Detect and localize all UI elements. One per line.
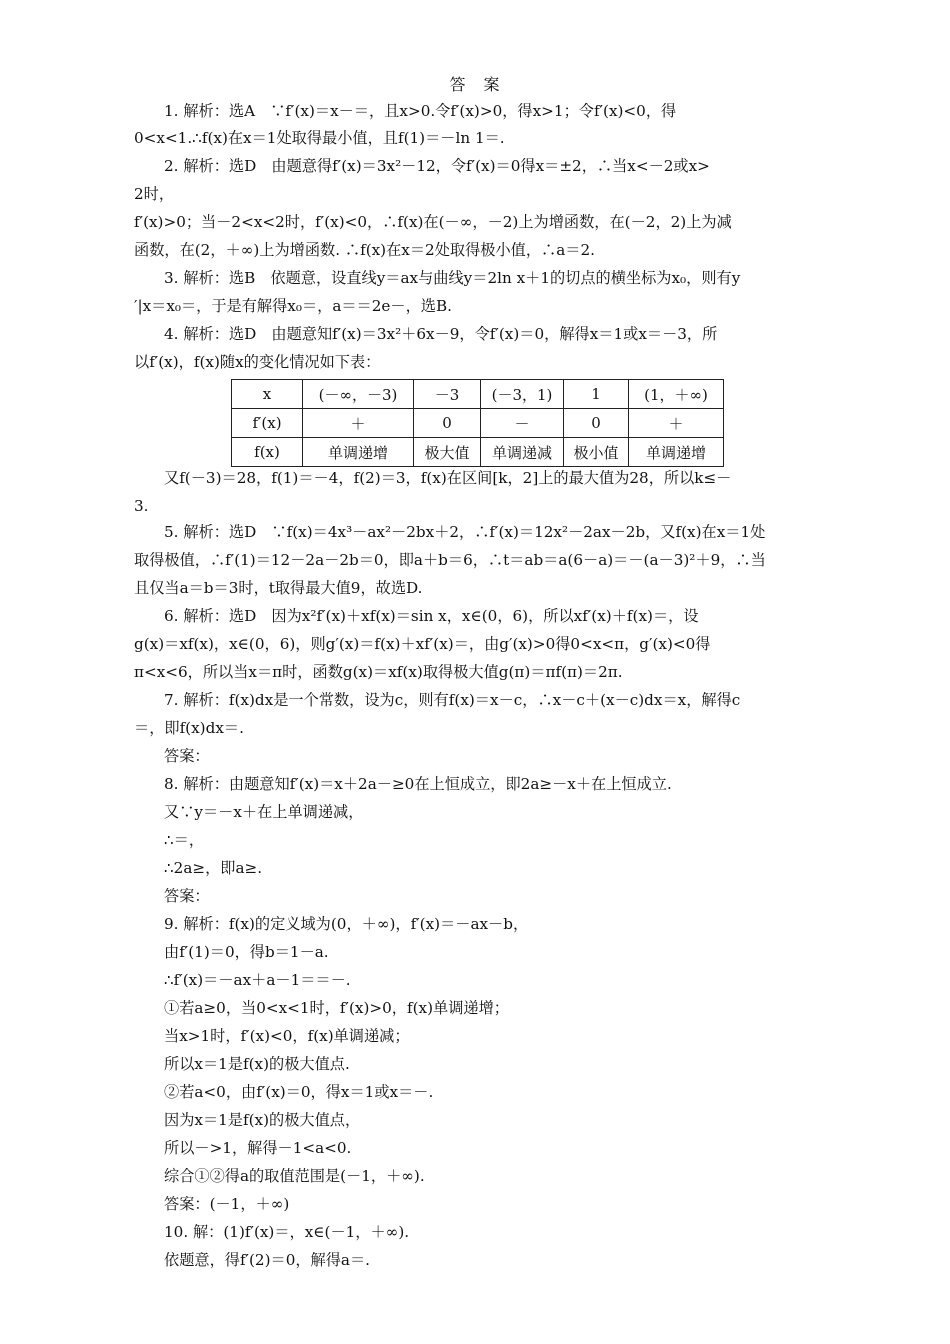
table-cell: 单调递增 (629, 438, 724, 467)
q2-line-2: 2时， (134, 185, 175, 203)
q2-line-4: 函数，在(2，＋∞)上为增函数. ∴f(x)在x＝2处取得极小值，∴a＝2. (134, 241, 595, 259)
q4-line-3: 又f(－3)＝28，f(1)＝－4，f(2)＝3，f(x)在区间[k，2]上的最大值为28，所以k≤－ (164, 469, 732, 487)
q8-answer: 答案： (164, 887, 210, 905)
table-cell: ＋ (629, 409, 724, 438)
table-cell: 0 (414, 409, 481, 438)
q9-line-8: 因为x＝1是f(x)的极大值点， (164, 1111, 361, 1129)
q5-line-2: 取得极值，∴f′(1)＝12－2a－2b＝0，即a＋b＝6，∴t＝ab＝a(6－a)＝－(a－3)²＋9，∴当 (134, 551, 766, 569)
table-cell: (－∞，－3) (303, 380, 414, 409)
table-cell: (－3，1) (481, 380, 564, 409)
table-cell: 极大值 (414, 438, 481, 467)
table-cell: 单调递减 (481, 438, 564, 467)
table-cell: 极小值 (564, 438, 629, 467)
q9-line-7: ②若a<0，由f′(x)＝0，得x＝1或x＝－. (164, 1083, 434, 1101)
table-cell: f′(x) (232, 409, 303, 438)
q9-line-3: ∴f′(x)＝－ax＋a－1＝＝－. (164, 971, 351, 989)
q1-line-2: 0<x<1.∴f(x)在x＝1处取得最小值，且f(1)＝－ln 1＝. (134, 129, 505, 147)
variation-table (231, 379, 724, 467)
q6-line-1: 6. 解析：选D 因为x²f′(x)＋xf(x)＝sin x，x∈(0，6)，所以xf′(x)＋f(x)＝，设 (164, 607, 699, 625)
q4-line-4: 3. (134, 497, 149, 515)
q5-line-3: 且仅当a＝b＝3时，t取得最大值9，故选D. (134, 579, 423, 597)
table-cell: 单调递增 (303, 438, 414, 467)
q8-line-1: 8. 解析：由题意知f′(x)＝x＋2a－≥0在上恒成立，即2a≥－x＋在上恒成立. (164, 775, 672, 793)
table-cell: x (232, 380, 303, 409)
q9-line-9: 所以－>1，解得－1<a<0. (164, 1139, 352, 1157)
q6-line-3: π<x<6，所以当x＝π时，函数g(x)＝xf(x)取得极大值g(π)＝πf(π)＝2π. (134, 663, 623, 681)
q9-line-4: ①若a≥0，当0<x<1时，f′(x)>0，f(x)单调递增； (164, 999, 509, 1017)
q8-line-4: ∴2a≥，即a≥. (164, 859, 263, 877)
q3-line-1: 3. 解析：选B 依题意，设直线y＝ax与曲线y＝2ln x＋1的切点的横坐标为x₀，则有y (164, 269, 741, 287)
table-row (232, 438, 724, 467)
q4-line-2: 以f′(x)，f(x)随x的变化情况如下表： (134, 353, 381, 371)
q7-answer: 答案： (164, 747, 210, 765)
q8-line-2: 又∵y＝－x＋在上单调递减， (164, 803, 364, 821)
q2-line-1: 2. 解析：选D 由题意得f′(x)＝3x²－12，令f′(x)＝0得x＝±2，∴当x<－2或x> (164, 157, 710, 175)
q4-line-1: 4. 解析：选D 由题意知f′(x)＝3x²＋6x－9，令f′(x)＝0，解得x＝1或x＝－3，所 (164, 325, 718, 343)
table-cell: －3 (414, 380, 481, 409)
q5-line-1: 5. 解析：选D ∵f(x)＝4x³－ax²－2bx＋2，∴f′(x)＝12x²－2ax－2b，又f(x)在x＝1处 (164, 523, 766, 541)
table-cell: 0 (564, 409, 629, 438)
q7-line-1: 7. 解析：f(x)dx是一个常数，设为c，则有f(x)＝x－c，∴x－c＋(x－c)dx＝x，解得c (164, 691, 741, 709)
q10-line-2: 依题意，得f′(2)＝0，解得a＝. (164, 1251, 371, 1269)
q3-line-2: ′|x＝x₀＝，于是有解得x₀＝，a＝＝2e－，选B. (134, 297, 452, 315)
page-title: 答 案 (449, 75, 501, 94)
q6-line-2: g(x)＝xf(x)，x∈(0，6)，则g′(x)＝f(x)＋xf′(x)＝，由g′(x)>0得0<x<π，g′(x)<0得 (134, 635, 711, 653)
q9-answer: 答案：(－1，＋∞) (164, 1195, 290, 1213)
table-cell: (1，＋∞) (629, 380, 724, 409)
table-cell: ＋ (303, 409, 414, 438)
q9-line-2: 由f′(1)＝0，得b＝1－a. (164, 943, 329, 961)
table-row (232, 380, 724, 409)
q9-line-5: 当x>1时，f′(x)<0，f(x)单调递减； (164, 1027, 410, 1045)
q8-line-3: ∴＝， (164, 831, 205, 849)
q9-line-6: 所以x＝1是f(x)的极大值点. (164, 1055, 350, 1073)
q9-line-1: 9. 解析：f(x)的定义域为(0，＋∞)，f′(x)＝－ax－b， (164, 915, 529, 933)
q9-line-10: 综合①②得a的取值范围是(－1，＋∞). (164, 1167, 425, 1185)
table-cell: － (481, 409, 564, 438)
q7-line-2: ＝，即f(x)dx＝. (134, 719, 244, 737)
table-cell: f(x) (232, 438, 303, 467)
q2-line-3: f′(x)>0；当－2<x<2时，f′(x)<0，∴f(x)在(－∞，－2)上为增函数，在(－2，2)上为减 (134, 213, 732, 231)
table-row (232, 409, 724, 438)
table-cell: 1 (564, 380, 629, 409)
q1-line-1: 1. 解析：选A ∵f′(x)＝x－＝，且x>0.令f′(x)>0，得x>1；令f′(x)<0，得 (164, 102, 677, 120)
q10-line-1: 10. 解：(1)f′(x)＝，x∈(－1，＋∞). (164, 1223, 410, 1241)
